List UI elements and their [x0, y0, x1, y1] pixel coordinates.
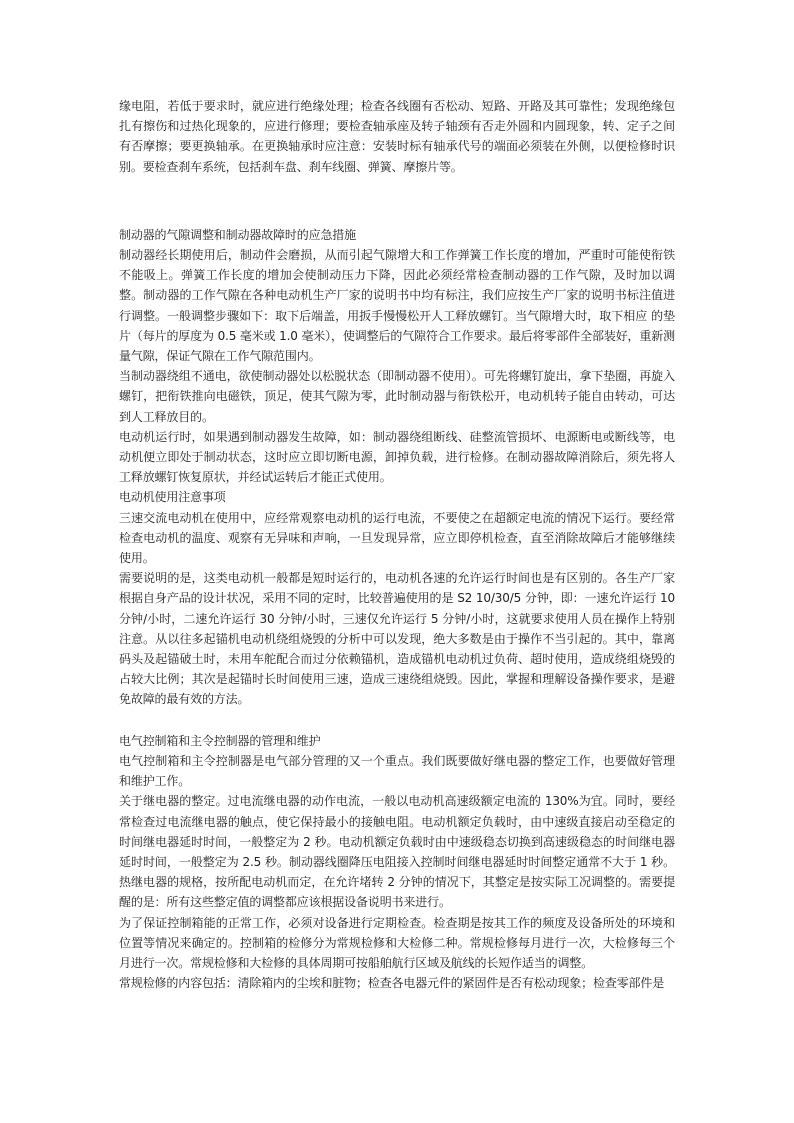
- section-spacer: [119, 177, 675, 225]
- document-page: [119, 96, 675, 993]
- paragraph-brake-release: 当制动器绕组不通电，欲使制动器处以松脱状态（即制动器不使用）。可先将螺钉旋出，拿下垫圈，再旋入螺钉，把衔铁推向电磁铁，顶足，使其气隙为零，此时制动器与衔铁松开，电动机转子能自由转动，可达到人工释放目的。: [119, 369, 675, 424]
- paragraph-routine-maintenance: 常规检修的内容包括：清除箱内的尘埃和脏物；检查各电器元件的紧固件是否有松动现象；检查零部件是: [119, 976, 665, 991]
- paragraph-periodic-check: 为了保证控制箱能的正常工作，必须对设备进行定期检查。检查期是按其工作的频度及设备所处的环境和位置等情况来确定的。控制箱的检修分为常规检修和大检修二种。常规检修每月进行一次，大检修每三个月进行一次。常规检修和大检修的具体周期可按船舶航行区域及航线的长短作适当的调整。: [119, 915, 675, 970]
- intro-paragraph: 缘电阻，若低于要求时，就应进行绝缘处理；检查各线圈有否松动、短路、开路及其可靠性；发现绝缘包扎有擦伤和过热化现象的，应进行修理；要检查轴承座及转子轴颈有否走外圆和内圆现象，转、定子之间有否摩擦；要更换轴承。在更换轴承时应注意：安装时标有轴承代号的端面必须装在外侧，以便检修时识别。要检查刹车系统，包括刹车盘、刹车线圈、弹簧、摩擦片等。: [119, 99, 675, 174]
- paragraph-relay-setting: 关于继电器的整定。过电流继电器的动作电流，一般以电动机高速级额定电流的 130%为宜。同时，要经常检查过电流继电器的触点，使它保持最小的接触电阻。电动机额定负载时，由中速级直接启动至稳定的时间继电器延时时间，一般整定为 2 秒。电动机额定负载时由中速级稳态切换到高速级稳态的时间继电器延时时间，一般整定为 2.5 秒。制动器线圈降压电阻接入控制时间继电器延时时间整定通常不大于 1 秒。热继电器的规格，按所配电动机而定，在允许堵转 2 分钟的情况下，其整定是按实际工况调整的。需要提醒的是：所有这些整定值的调整都应该根据设备说明书来进行。: [119, 794, 675, 910]
- section-title-motor-usage: 电动机使用注意事项: [119, 490, 226, 505]
- paragraph-brake-fault: 电动机运行时，如果遇到制动器发生故障，如：制动器绕组断线、硅整流管损坏、电源断电或断线等，电动机便立即处于制动状态，这时应立即切断电源，卸掉负载，进行检修。在制动器故障消除后，须先将人工释放螺钉恢复原状，并经试运转后才能正式使用。: [119, 429, 675, 485]
- paragraph-control-box-intro: 电气控制箱和主令控制器是电气部分管理的又一个重点。我们既要做好继电器的整定工作，也要做好管理和维护工作。: [119, 753, 675, 789]
- section-title-control-box: 电气控制箱和主令控制器的管理和维护: [119, 733, 321, 748]
- section-spacer: [119, 710, 675, 731]
- section-title-brake-gap: 制动器的气隙调整和制动器故障时的应急措施: [119, 227, 357, 242]
- paragraph-brake-adjustment: 制动器经长期使用后，制动件会磨损，从而引起气隙增大和工作弹簧工作长度的增加，严重时可能使衔铁不能吸上。弹簧工作长度的增加会使制动压力下降，因此必须经常检查制动器的工作气隙，及时加以调整。制动器的工作气隙在各种电动机生产厂家的说明书中均有标注，我们应按生产厂家的说明书标注值进行调整。一般调整步骤如下：取下后端盖，用扳手慢慢松开人工释放螺钉。当气隙增大时，取下相应 的垫片（每片的厚度为 0.5 毫米或 1.0 毫米），使调整后的气隙符合工作要求。最后将零部件全部装好，重新测量气隙，保证气隙在工作气隙范围内。: [119, 248, 675, 364]
- paragraph-motor-current: 三速交流电动机在使用中，应经常观察电动机的运行电流，不要使之在超额定电流的情况下运行。要经常检查电动机的温度、观察有无异味和声响，一旦发现异常，应立即停机检查，直至消除故障后才能够继续使用。: [119, 510, 675, 566]
- paragraph-motor-duty: 需要说明的是，这类电动机一般都是短时运行的，电动机各速的允许运行时间也是有区别的。各生产厂家根据自身产品的设计状况，采用不同的定时，比较普遍使用的是 S2 10/30/5 分钟，即：一速允许运行 10 分钟/小时，二速允许运行 30 分钟/小时，三速仅允许运行 5 分钟/小时，这就要求使用人员在操作上特别注意。从以往多起锚机电动机绕组烧毁的分析中可以发现，绝大多数是由于操作不当引起的。其中，靠离码头及起锚破土时，未用车舵配合而过分依赖锚机，造成锚机电动机过负荷、超时使用，造成绕组烧毁的占较大比例；其次是起锚时长时间使用三速，造成三速绕组烧毁。因此，掌握和理解设备操作要求，是避免故障的最有效的方法。: [119, 571, 675, 707]
